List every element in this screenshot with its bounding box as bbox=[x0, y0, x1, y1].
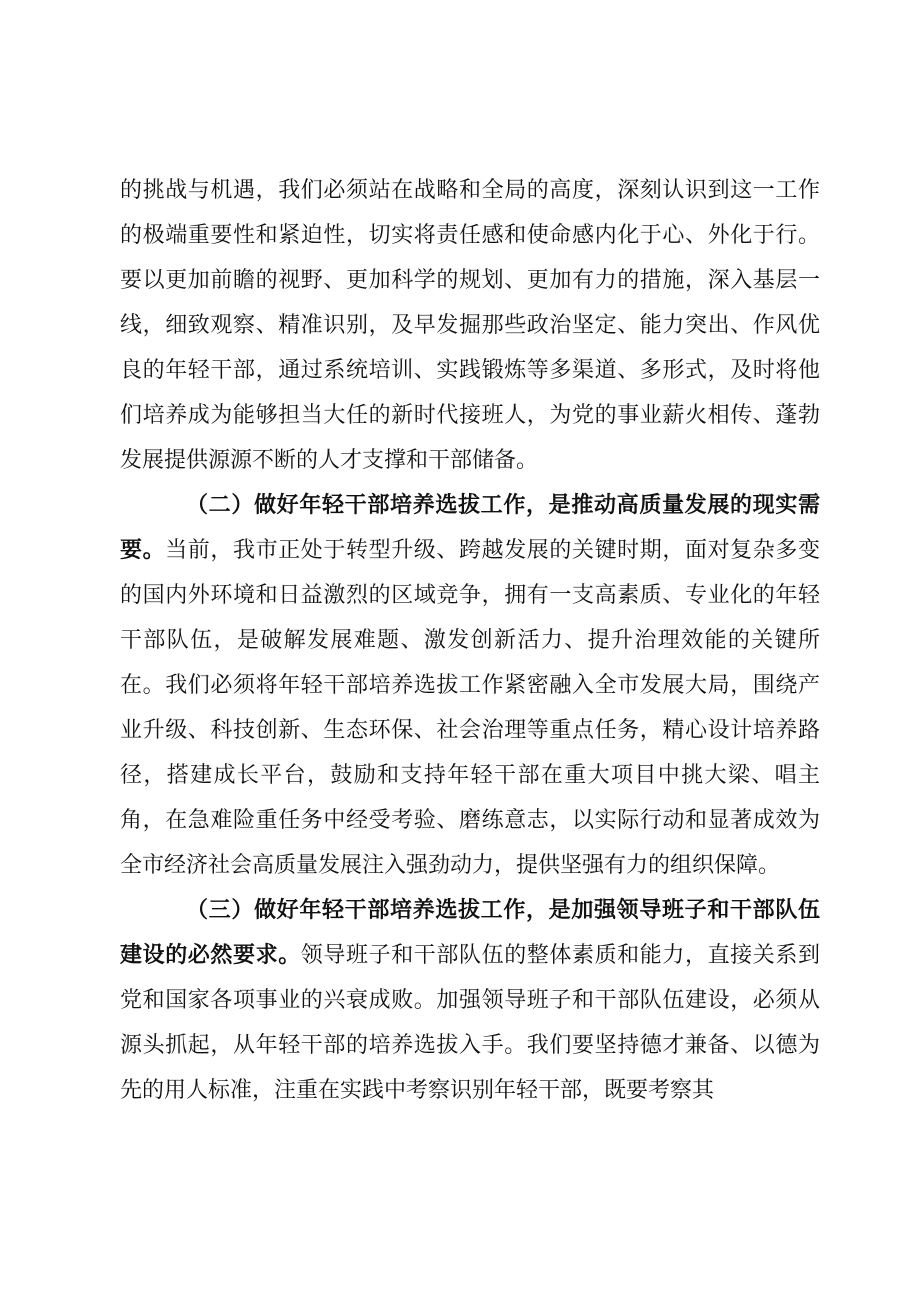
paragraph-continuation bbox=[120, 168, 820, 483]
paragraph-section-2 bbox=[120, 483, 820, 888]
paragraph-body: 领导班子和干部队伍的整体素质和能力，直接关系到党和国家各项事业的兴衰成败。加强领导班子和干部队伍建设，必须从源头抓起，从年轻干部的培养选拔入手。我们要坚持德才兼备、以德为先的用人标准，注重在实践中考察识别年轻干部，既要考察其 bbox=[120, 943, 820, 1103]
document-body bbox=[120, 168, 820, 1113]
section-heading: （三）做好年轻干部培养选拔工作，是加强领导班子和干部队伍建设的必然要求。 bbox=[120, 898, 820, 968]
paragraph-section-3 bbox=[120, 888, 820, 1113]
section-heading: （二）做好年轻干部培养选拔工作，是推动高质量发展的现实需要。 bbox=[120, 493, 820, 563]
paragraph-body: 的挑战与机遇，我们必须站在战略和全局的高度，深刻认识到这一工作的极端重要性和紧迫性，切实将责任感和使命感内化于心、外化于行。要以更加前瞻的视野、更加科学的规划、更加有力的措施，深入基层一线，细致观察、精准识别，及早发掘那些政治坚定、能力突出、作风优良的年轻干部，通过系统培训、实践锻炼等多渠道、多形式，及时将他们培养成为能够担当大任的新时代接班人，为党的事业薪火相传、蓬勃发展提供源源不断的人才支撑和干部储备。 bbox=[120, 178, 820, 473]
paragraph-body: 当前，我市正处于转型升级、跨越发展的关键时期，面对复杂多变的国内外环境和日益激烈的区域竞争，拥有一支高素质、专业化的年轻干部队伍，是破解发展难题、激发创新活力、提升治理效能的关键所在。我们必须将年轻干部培养选拔工作紧密融入全市发展大局，围绕产业升级、科技创新、生态环保、社会治理等重点任务，精心设计培养路径，搭建成长平台，鼓励和支持年轻干部在重大项目中挑大梁、唱主角，在急难险重任务中经受考验、磨练意志，以实际行动和显著成效为全市经济社会高质量发展注入强劲动力，提供坚强有力的组织保障。 bbox=[120, 538, 820, 878]
